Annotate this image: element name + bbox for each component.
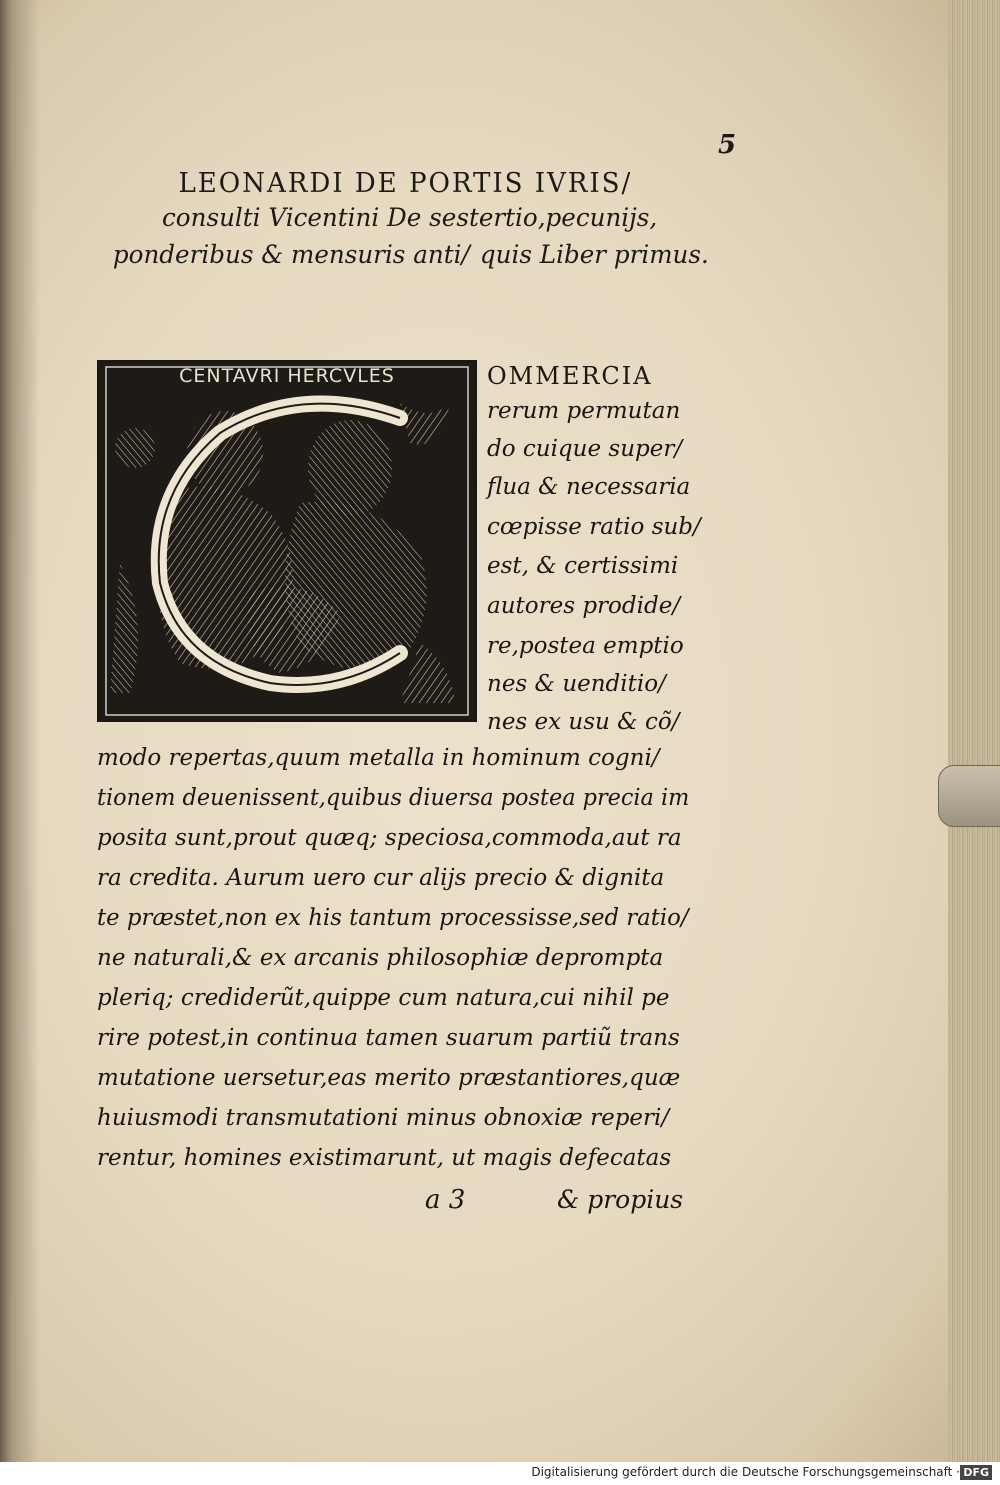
- text-line: te præstet,non ex his tantum processisse,sed ratio/: [97, 905, 689, 931]
- text-line: rentur, homines existimarunt, ut magis defecatas: [97, 1145, 672, 1171]
- text-line: ne naturali,& ex arcanis philosophiæ deprompta: [97, 945, 664, 971]
- side-line: do cuique super/: [487, 436, 683, 462]
- catchword: & propius: [557, 1185, 684, 1214]
- side-line: autores prodide/: [487, 593, 681, 619]
- signature-mark: a 3: [425, 1185, 466, 1215]
- side-line: nes ex usu & cõ/: [487, 709, 680, 735]
- heading-line-1: LEONARDI DE PORTIS IVRIS/: [178, 168, 632, 199]
- dfg-logo: DFG: [960, 1465, 992, 1480]
- heading-line-4: quis Liber primus.: [479, 240, 709, 269]
- woodcut-caption: CENTAVRI HERCVLES: [179, 365, 395, 387]
- side-line: cœpisse ratio sub/: [487, 514, 701, 540]
- text-line: rire potest,in continua tamen suarum partiũ trans: [97, 1025, 680, 1051]
- footer-credit: Digitalisierung gefördert durch die Deutsche Forschungsgemeinschaft ·: [531, 1465, 960, 1479]
- text-line: mutatione uersetur,eas merito præstantiores,quæ: [97, 1065, 681, 1091]
- side-line: rerum permutan: [487, 398, 681, 424]
- text-line: tionem deuenissent,quibus diuersa postea precia im: [97, 785, 690, 811]
- side-line: est, & certissimi: [487, 553, 679, 579]
- text-line: ra credita. Aurum uero cur alijs precio & dignita: [97, 865, 665, 891]
- book-clip: [938, 765, 1000, 827]
- book-gutter-shadow: [0, 0, 40, 1462]
- woodcut-illustration: [100, 363, 474, 719]
- text-line: huiusmodi transmutationi minus obnoxiæ reperi/: [97, 1105, 670, 1131]
- side-line: flua & necessaria: [487, 474, 691, 500]
- text-line: posita sunt,prout quæq; speciosa,commoda,aut ra: [97, 825, 682, 851]
- woodcut-initial-c: [97, 360, 477, 722]
- book-fore-edge: [948, 0, 1000, 1462]
- heading-line-3: ponderibus & mensuris anti/: [112, 240, 470, 269]
- text-line: pleriq; crediderũt,quippe cum natura,cui nihil pe: [97, 985, 670, 1011]
- side-line: OMMERCIA: [487, 362, 653, 390]
- page-number: 5: [718, 130, 737, 160]
- heading-line-2: consulti Vicentini De sestertio,pecunijs,: [162, 203, 658, 232]
- text-line: modo repertas,quum metalla in hominum cogni/: [97, 745, 660, 771]
- side-line: re,postea emptio: [487, 633, 684, 659]
- side-line: nes & uenditio/: [487, 671, 666, 697]
- chapter-heading: [100, 168, 720, 273]
